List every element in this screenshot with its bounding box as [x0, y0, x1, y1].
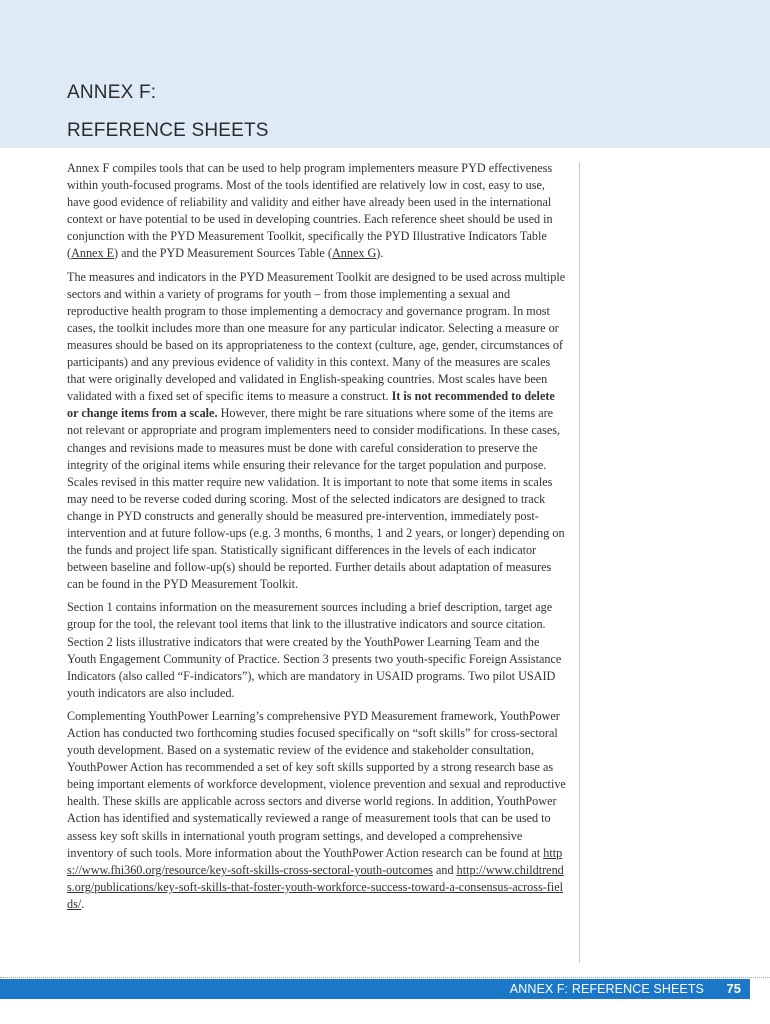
paragraph-soft-skills-text-3: .: [81, 896, 85, 911]
paragraph-soft-skills-text-2: and: [432, 862, 457, 877]
paragraph-measures-bold: It is not recommended to delete or change items from a scale.: [67, 389, 555, 421]
paragraph-measures-text-1: The measures and indicators in the PYD Measurement Toolkit are designed to be used across multiple sectors and within a variety of programs for youth – from those implementing a sexual and reproductive health program to those implementing a democracy and governance program. In most cases, the toolkit includes more than one measure for any particular indicator. Selecting a measure or measures should be based on its appropriateness to the context (culture, age, gender, circumstances of participants) and any previous evidence of validity in this context. Many of the measures are scales that were originally developed and validated in English-speaking countries. Most scales have been validated with a fixed set of specific items to measure a construct.: [67, 269, 566, 404]
paragraph-soft-skills-text-1: Complementing YouthPower Learning’s comprehensive PYD Measurement framework, YouthPower Action has conducted two forthcoming studies focused specifically on “soft skills” for cross-sectoral youth development. Based on a systematic review of the evidence and stakeholder consultation, YouthPower Action has recommended a set of key soft skills supported by a strong research base as being important elements of workforce development, violence prevention and sexual and reproductive health. These skills are applicable across sectors and diverse world regions. In addition, YouthPower Action has identified and systematically reviewed a range of measurement tools that can be used to assess key soft skills in international youth program settings, and developed a comprehensive inventory of such tools. More information about the YouthPower Action research can be found at: [67, 708, 566, 860]
footer-dotted-rule: [0, 977, 770, 978]
paragraph-intro: [67, 160, 567, 263]
paragraph-measures-text-2: However, there might be rare situations where some of the items are not relevant or appropriate and program implementers need to consider modifications. In these cases, changes and revisions made to measures must be done with careful consideration to preserve the integrity of the original items while ensuring their relevance for the target population and purpose. Scales revised in this matter require new validation. It is important to note that some items in scales may need to be reverse coded during scoring. Most of the selected indicators are designed to track change in PYD constructs and generally should be measured pre-intervention, immediately post-intervention and at future follow-ups (e.g. 3 months, 6 months, 1 and 2 years, or longer) depending on the funds and project life span. Statistically significant differences in the levels of each indicator between baseline and follow-up(s) should be reported. Further details about adaptation of measures can be found in the PYD Measurement Toolkit.: [67, 406, 565, 592]
paragraph-intro-text-3: ).: [376, 246, 384, 261]
paragraph-intro-text-2: ) and the PYD Measurement Sources Table (: [114, 246, 332, 261]
page-title: [67, 74, 269, 150]
page-title-line1: ANNEX F:: [67, 82, 157, 103]
paragraph-intro-text-1: Annex F compiles tools that can be used to help program implementers measure PYD effectiveness within youth-focused programs. Most of the tools identified are relatively low in cost, easy to use, have good evidence of reliability and validity and either have already been used in the international context or have potential to be used in developing countries. Each reference sheet should be used in conjunction with the PYD Measurement Toolkit, specifically the PYD Illustrative Indicators Table (: [67, 161, 553, 261]
paragraph-sections: Section 1 contains information on the measurement sources including a brief description, target age group for the tool, the relevant tool items that link to the illustrative indicators and source citation. Section 2 lists illustrative indicators that were created by the YouthPower Learning Team and the Youth Engagement Community of Practice. Section 3 presents two youth-specific Foreign Assistance Indicators (also called “F-indicators”), which are mandatory in USAID programs. Two pilot USAID youth indicators are also included.: [67, 600, 562, 700]
childtrends-link[interactable]: http://www.childtrends.org/publications/key-soft-skills-that-foster-youth-workforce-success-toward-a-consensus-across-fields/: [67, 862, 564, 911]
page-title-line2: REFERENCE SHEETS: [67, 120, 269, 141]
body-text: [67, 160, 567, 919]
margin-divider: [579, 163, 580, 963]
annex-g-link[interactable]: Annex G: [331, 246, 377, 261]
page-number: 75: [726, 981, 741, 996]
footer-bar: [0, 979, 750, 999]
footer-title: ANNEX F: REFERENCE SHEETS: [509, 982, 704, 996]
paragraph-soft-skills: [67, 708, 567, 913]
fhi360-link[interactable]: https://www.fhi360.org/resource/key-soft-skills-cross-sectoral-youth-outcomes: [67, 845, 563, 877]
annex-e-link[interactable]: Annex E: [71, 246, 115, 261]
paragraph-measures: [67, 269, 567, 594]
